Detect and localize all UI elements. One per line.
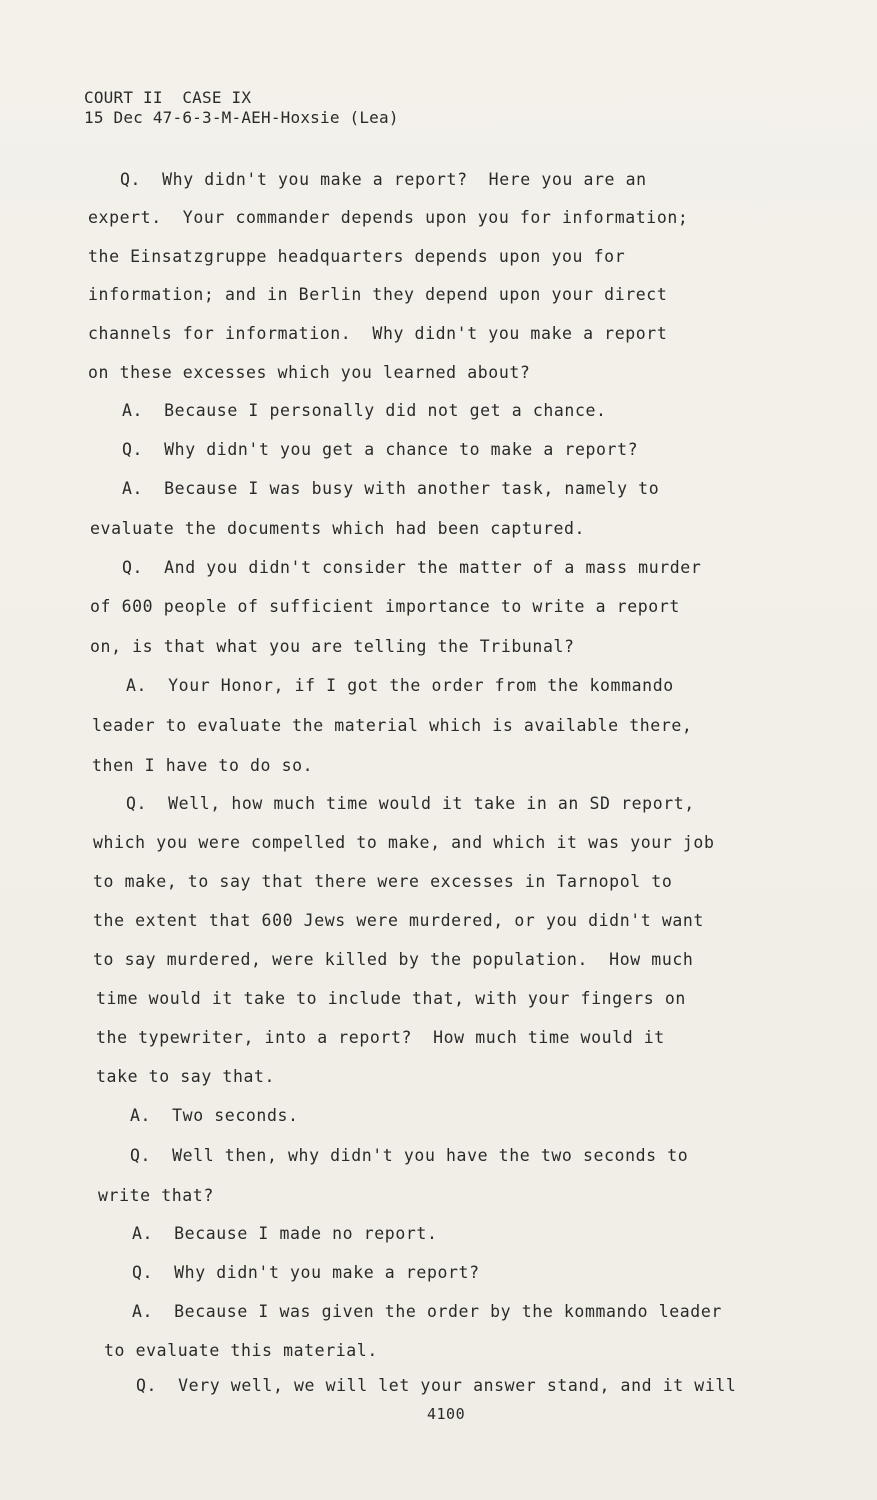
transcript-line: on, is that what you are telling the Tribunal? bbox=[90, 637, 575, 656]
session-reference: 15 Dec 47-6-3-M-AEH-Hoxsie (Lea) bbox=[84, 108, 399, 127]
transcript-line: Q. Why didn't you make a report? bbox=[132, 1263, 480, 1282]
transcript-line: which you were compelled to make, and which it was your job bbox=[93, 833, 715, 852]
transcript-line: A. Because I made no report. bbox=[132, 1224, 438, 1243]
transcript-line: evaluate the documents which had been captured. bbox=[90, 519, 586, 538]
transcript-line: on these excesses which you learned about? bbox=[88, 363, 531, 382]
transcript-line: A. Because I was given the order by the kommando leader bbox=[132, 1302, 722, 1321]
transcript-line: to say murdered, were killed by the population. How much bbox=[93, 950, 694, 969]
transcript-line: then I have to do so. bbox=[92, 756, 314, 775]
transcript-line: channels for information. Why didn't you make a report bbox=[88, 324, 668, 343]
transcript-line: Q. Well, how much time would it take in an SD report, bbox=[126, 794, 695, 813]
transcript-line: information; and in Berlin they depend upon your direct bbox=[88, 285, 668, 304]
transcript-line: the typewriter, into a report? How much time would it bbox=[96, 1028, 665, 1047]
transcript-line: A. Because I personally did not get a chance. bbox=[122, 401, 607, 420]
transcript-line: A. Because I was busy with another task, namely to bbox=[122, 479, 660, 498]
transcript-line: the extent that 600 Jews were murdered, or you didn't want bbox=[93, 911, 704, 930]
transcript-line: Q. And you didn't consider the matter of a mass murder bbox=[122, 558, 702, 577]
transcript-line: leader to evaluate the material which is available there, bbox=[92, 716, 693, 735]
transcript-line: Q. Well then, why didn't you have the two seconds to bbox=[130, 1146, 689, 1165]
page-number: 4100 bbox=[427, 1405, 466, 1423]
transcript-line: Q. Why didn't you make a report? Here you are an bbox=[120, 170, 647, 189]
transcript-line: A. Two seconds. bbox=[130, 1106, 299, 1125]
transcript-line: write that? bbox=[98, 1186, 214, 1205]
transcript-line: to make, to say that there were excesses in Tarnopol to bbox=[93, 872, 673, 891]
transcript-line: Q. Why didn't you get a chance to make a report? bbox=[122, 440, 639, 459]
transcript-line: A. Your Honor, if I got the order from the kommando bbox=[126, 676, 674, 695]
court-case-label: COURT II CASE IX bbox=[84, 88, 252, 107]
transcript-line: to evaluate this material. bbox=[104, 1341, 378, 1360]
transcript-line: Q. Very well, we will let your answer stand, and it will bbox=[136, 1376, 737, 1395]
transcript-line: of 600 people of sufficient importance to write a report bbox=[90, 597, 680, 616]
transcript-line: take to say that. bbox=[96, 1067, 276, 1086]
transcript-line: expert. Your commander depends upon you for information; bbox=[88, 208, 689, 227]
transcript-line: the Einsatzgruppe headquarters depends upon you for bbox=[88, 247, 626, 266]
transcript-line: time would it take to include that, with your fingers on bbox=[96, 989, 686, 1008]
